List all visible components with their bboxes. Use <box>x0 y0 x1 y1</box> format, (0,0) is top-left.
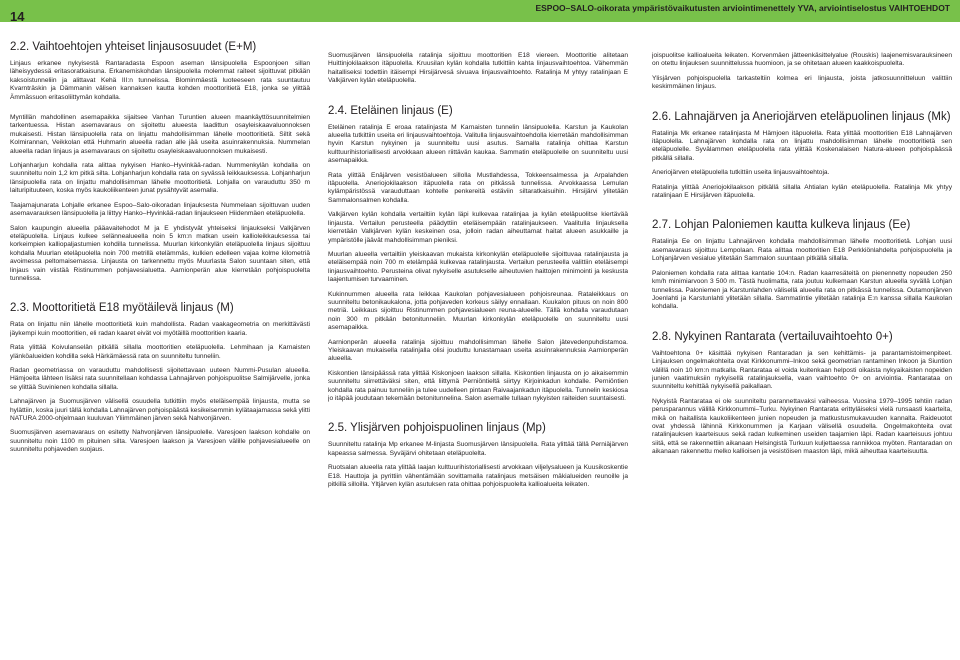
paragraph: Ylisjärven pohjoispuolella tarkasteltiin kolmea eri linjausta, joista jatkosuunnitteluun valittiin keskimmäinen linjaus. <box>652 74 952 91</box>
paragraph: Muurlan alueella vertailtiin yleiskaavan mukaista kirkonkylän eteläpuolelle sijoittuvaa ratalinjausta ja eteläisempää noin 700 m etelämpää kulkevaa ratalinjausta. Vertailun perusteella valittiin eteläisempi linjausvaihtoehto. Perusteina olivat nykyiselle asutukselle aiheutuvien haittojen minimointi ja keskusta laajentumisen turvaaminen. <box>328 250 628 284</box>
paragraph: Nykyistä Rantarataa ei ole suunniteltu parannettavaksi vaiheessa. Vuosina 1979–1995 tehtiin radan perusparannus välillä Kirkkonummi–Turku. Nykyinen Rantarata erittyläiseksi vielä runsaasti kaarteita, mikä on haitallista kaukoliikenteen junien nopeuden ja matkustusmukavuuden kannalta. Raideuotot ovat yhdessä lähinnä Kirkkonummen ja Karjaan välisellä osuudella. Ongelmakohteita ovat ratalinjauksen kaarteisuus sekä radan kulkeminen useiden taajamien läpi. Radan kaarteisuus johtuu siitä, että se rakennettiin aikanaan Helsingistä Turkuun kuljettaessa rannikkoa myöten. Rantaradan on aikanaan rakennettu melko kallioisen ja vesistöisen maaston läpi, mikä aiheuttaa kaarteisuutta. <box>652 397 952 456</box>
paragraph: Valkjärven kylän kohdalla vertailtiin kylän läpi kulkevaa ratalinjaa ja kylän eteläpuolitse kiertävää linjausta. Vertailun perusteella päädyttiin eteläisempään ratalinjaukseen. Vaalitulla linjauksella kierretään Valkjärven kylän keskeinen osa, jolloin radan aiheuttamat haitat alueen asukkaille ja ympäristölle jäävät mahdollisimman pieniksi. <box>328 211 628 244</box>
heading-2-6: 2.6. Lahnajärven ja Aneriojärven eteläpuolinen linjaus (Mk) <box>652 110 951 123</box>
paragraph: Paloniemen kohdalla rata alittaa kantatie 104:n. Radan kaarresäteitä on pienennetty nopeuden 250 km/h minimiarvoon 3 500 m. Tästä huolimatta, rata joutuu kulkemaan Karstun alueella syvällä Lohjan tunnelissa. Paloniemen ja Karstunlahden välisellä alueella rata on pitkässä tunnelissa. Outamonjärven Joenlahti ja Karstunlahti ylitetään sillalla. Sammatintie ylitetään ratalinja E:n kanssa sillalla Kaukolan kohdalla. <box>652 269 952 311</box>
heading-2-4: 2.4. Eteläinen linjaus (E) <box>328 104 453 117</box>
paragraph: Vaihtoehtona 0+ käsittää nykyisen Rantaradan ja sen kehittämis- ja parantamistoimenpiteet. Linjauksen ongelmakohteita ovat Kirkkonummi–Inkoo sekä geometrian rantaminen Inkoon ja Siuntion välillä noin 10 km:n matkalla. Rantarataa ei voida kuitenkaan helposti oikaista nykyaikaisten nopeiden junien vaatimuksiin nykyisellä ratalinjauksella, vaan vaihtoehto 0+ on arviointia. Rantarataa on suunniteltu kehittää nykyisellä paikallaan. <box>652 349 952 391</box>
paragraph: Lahnajärven ja Suomusjärven välisellä osuudella tutkittiin myös eteläisempää linjausta, mutta se hylättiin, koska juuri tällä kohdalla Lahnajärven pohjoispäästä kesikeisemmin kylätaajamassa sekä ylitti NATURA 2000-ohjelmaan kuuluvan Yliimmäinen järven sekä Nahvonjärven. <box>10 398 310 422</box>
paragraph: Ratalinja Mk erkanee ratalinjasta M Hämjoen itäpuolella. Rata ylittää moottoritien E18 Lahnajärven itäpuolella. Lahnajärven kohdalla rata on linjattu mahdollisimman lähelle moottoritietä sen eteläpuolelle. Syvälammen eteläpuolella rata ylittää Koskenalaisen Natura-alueen pohjoispäässä pitkällä sillalla. <box>652 129 952 162</box>
paragraph: joispuolitse kallioalueita leikaten. Korvenmäen jätteenkäsittelyalue (Rouskis) laajenemisvarauksineen on otettu linjauksen suunnittelussa huomioon, ja se ohitetaan alueen kaakkoispuolelta. <box>652 52 952 68</box>
paragraph: Radan geometriassa on varauduttu mahdollisesti sijoitettavaan uuteen Nummi-Pusulan alueella. Hämjoelta lähteen lisäksi rata suunnitellaan kohdassa Lahnajärven pohjoispuolitse Salmijärvelle, jonka se ylittää Suvinienen kohdalla sillalla. <box>10 366 310 391</box>
paragraph: Ratalinja ylittää Aneriojokilaakson pitkällä sillalla Ahtialan kylän eteläpuolella. Ratalinja Mk yhtyy ratalinjaan E Hirsijärven itäpuolella. <box>652 183 952 200</box>
paragraph: Eteläinen ratalinja E eroaa ratalinjasta M Karnaisten tunnelin länsipuolella. Karstun ja Kaukolan alueella tutkittiin useita eri linjausvaihtoehtoja. Valitulla linjausvaihtoehdolla kierretään mahdollisimman hyvin Karstun nykyinen ja suunniteltu uusi asutus. Samalla ratalinja ohittaa Karstun kulttuurihistoriallisesti arvokkaan alueen riittävän kaukaa. Sammatin eteläpuolelle on suunniteltu uusi asemapaikka. <box>328 123 628 165</box>
paragraph: Kukinnummen alueella rata leikkaa Kaukolan pohjavesialueen pohjoisreunaa. Rataleikkaus on suunniteltu betonikaukalona, jotta pohjaveden korkeus säilyy ennallaan. Kuukalon pituus on noin 800 metriä. Leikkaus sijoittuu Ristinummen pohjavesialueen reuna-alueelle. Tällä kohdalla varaudutaan noin 300 m pitkään betonitunneliin. Muurlan kirkonkylän eteläpuolelle on suunniteltu uusi asemapaikka. <box>328 290 628 332</box>
paragraph: Rata ylittää Koivulanselän pitkällä sillalla moottoritien eteläpuolella. Lehmihaan ja Karnaisten ylänköalueiden kohdilla sekä Härkämäessä rata on suunniteltu tunneliin. <box>10 344 310 360</box>
paragraph: Ratalinja Ee on linjattu Lahnajärven kohdalla mahdollisimman lähelle moottoritietä. Lohjan uusi asemavaraus sijoittuu Lempolaan. Rata alittaa moottoritien E18 Perkkiönlahdelta pohjoispuolella ja Lohjanjärven vesialue ylitetään Sammalon suuntaan pitkällä sillalla. <box>652 238 952 263</box>
paragraph: Suunniteltu ratalinja Mp erkanee M-linjasta Suomusjärven länsipuolella. Rata ylittää tällä Perniäjärven kapeassa salmessa. Syväjärvi ohitetaan eteläpuolelta. <box>328 441 628 457</box>
paragraph: Aarnionperän alueella ratalinja sijoittuu mahdollisimman lähelle Salon jätevedenpuhdistamoa. Yleiskaavan mukaisella ratalinjalla olisi jouduttu lunastamaan useita asuinrakennuksia Aarnionperän alueella. <box>328 338 628 363</box>
running-head: ESPOO–SALO-oikorata ympäristövaikutusten arviointimenettely YVA, arviointiselostus VAIHTOEHDOT <box>535 3 950 13</box>
heading-2-8: 2.8. Nykyinen Rantarata (vertailuvaihtoehto 0+) <box>652 330 893 343</box>
paragraph: Aneriojärven eteläpuolella tutkittiin useita linjausvaihtoehtoja. <box>652 169 830 177</box>
column-2 <box>328 40 628 660</box>
paragraph: Salon kaupungin alueella pääavaitehodot M ja E yhdistyvät yhteiseksi linjaukseksi Valkjärven eteläpuolella. Linjaus kulkee selännealueella noin 5 km:n matkan usein kallioleikkauksessa tai korkeimpien kalliopaljastumien kohdilla tunnelissa. Muurlan kirkonkylän eteläpuolella linjaus sijoittuu kohdalla Muurlan eteläpuolella noin 700 metrillä etelämmäs, kulkien edelleen vajaa kolme kilometriä avoimessa peltomaisemassa. Linjausta on tarkennettu myös Muurlasta Salon suuntaan siten, että linjaus vain viistää Ristinummen pohjavesialuetta. Aarnionperän alue kierretään pohjoispuolelta tunnelissa. <box>10 224 310 282</box>
heading-2-3: 2.3. Moottoritietä E18 myötäilevä linjaus (M) <box>10 302 234 315</box>
heading-2-7: 2.7. Lohjan Paloniemen kautta kulkeva linjaus (Ee) <box>652 219 911 232</box>
paragraph: Ruotsalan alueella rata ylittää laajan kulttuurihistoriallisesti arvokkaan viljelysalueen ja Kuusikoskentie E18. Hauttoja ja pyrittiin vähentämään sovittamalla ratalinjaus metsäisen mäkialueiden reunoille ja pitkillä silloilla. Yltjärven kylän asutuksen rata ohittaa pohjoispuolelta kallioalueita leikaten. <box>328 464 628 489</box>
column-1 <box>10 40 310 660</box>
column-3 <box>652 40 952 660</box>
paragraph: Suomusjärven asemavaraus on esitetty Nahvonjärven länsipuolelle. Varesjoen laakson kohdalle on suunniteltu noin 1100 m pituinen silta. Varesjoen laakson ja Varesjoen välille pohjavesialueelle on suunniteltu pohjaveden suojaus. <box>10 429 310 454</box>
paragraph: Rata on linjattu niin lähelle moottoritietä kuin mahdollista. Radan vaakageometria on merkittävästi jäykempi kuin moottoritien, eli radan kaaret eivät voi myötäillä moottoritien kaaria. <box>10 321 310 337</box>
paragraph: Lohjanharjun kohdalla rata alittaa nykyisen Hanko–Hyvinkää-radan. Nummenkylän kohdalla on suunniteltu noin 1,2 km pitkä silta. Lohjanharjun kohdalla rata on syvässä leikkauksessa. Lohjanharjun länsipuolella rata on linjattu mahdollisimman lähelle moottoritietä. Lohjalla on varauduttu 350 m laituripituuteen, koska myös kaukoliikenteen junat pysähtyvät asemalla. <box>10 162 310 195</box>
paragraph: Myntillän mahdollinen asemapaikka sijaitsee Vanhan Turuntien alueen maankäyttösuunnitelmien tarkentuessa. Histan asemavaraus on sijoitettu alueesta laadittun osayleiskaavaluonnoksen mukaisesti. Histan länsipuolella rata on linjattu mahdollisimman lähelle moottoritietä. Siltit sekä Kolmirannan, Veikkolan että Huhmarin alueella radan alle jää useita asuinrakennuksia. Nummelan alueella radan linjaus ja asemavaraus on sijoitettu osayleiskaavaluonnoksen mukaisesti. <box>10 114 310 155</box>
paragraph: Rata ylittää Enäjärven vesistöalueen sillolla Mustlahdessa, Tokkeensalmessa ja Arpalahden itäpuolella. Aneriojokilaakson itäpuolella rata on pitkässä tunnelissa. Arvokkaassa Lemulan kylämpäristössä varauduttaan kohtelle penkereitä estäviin siltaratkaisuihin. Hirsijärvi ylitetään Sammalonsalmen kohdalla. <box>328 171 628 204</box>
paragraph: Suomusjärven länsipuolella ratalinja sijoittuu moottoritien E18 viereen. Moottoritie alitetaan Huittinjokilaakson itäpuolella. Kruusilan kylän kohdalla tutkittiin kahta linjausvaihtoehtoa. Vähemmän haitalliseksi todettiin itäisempi Hirsijärvesä sivuava linjausvaihtoehto. Ratalinja M yhtyy ratalinjaan E Valkjärven kylän eteläpuolella. <box>328 52 628 85</box>
paragraph: Linjaus erkanee nykyisestä Rantaradasta Espoon aseman länsipuolella Espoonjoen sillan läheisyydessä eritasoratkaisuna. Erkanemiskohdan länsipuolella molemmat raiteet sijoittuvat pitkään kaksoistunneliin ja alittavat Kehä III:n tunnelissa. Blominmäestä luoteeseen rata suuntautuu Kvarnträskin ja Dämmanin välisen kannaksen kautta kohden moottoritietä E18, jonka se ylittää Ämmässuon eritasoliittymän kohdalla. <box>10 60 310 101</box>
heading-2-5: 2.5. Ylisjärven pohjoispuolinen linjaus (Mp) <box>328 422 546 435</box>
heading-2-2: 2.2. Vaihtoehtojen yhteiset linjausosuudet (E+M) <box>10 41 257 53</box>
page-number: 14 <box>10 9 25 24</box>
paragraph: Kiskontien länsipäässä rata ylittää Kiskonjoen laakson sillalla. Kiskontien linjausta on jo aikaisemmin suunniteltu siirrettäväksi siten, että liittymä Perniöntieltä siirtyy Kirjoinkadun kohdalle. Perniöntien kohdalla rata painuu tunneliin ja tulee uudelleen pintaan Raivaajankadun itäpuolella. Tunnelin keskiosa jo itäpää joudutaan tekemään betonitunnelina. Salon asemalle tullaan nykyisten raiteiden suuntaisesti. <box>328 369 628 402</box>
paragraph: Taajamajunarata Lohjalle erkanee Espoo–Salo-oikoradan linjauksesta Nummelaan sijoittuvan uuden asemavarauksen länsipuolella ja liittyy Hanko–Hyvinkää-radan linjaukseen Hiidenmäen eteläpuolella. <box>10 201 310 218</box>
